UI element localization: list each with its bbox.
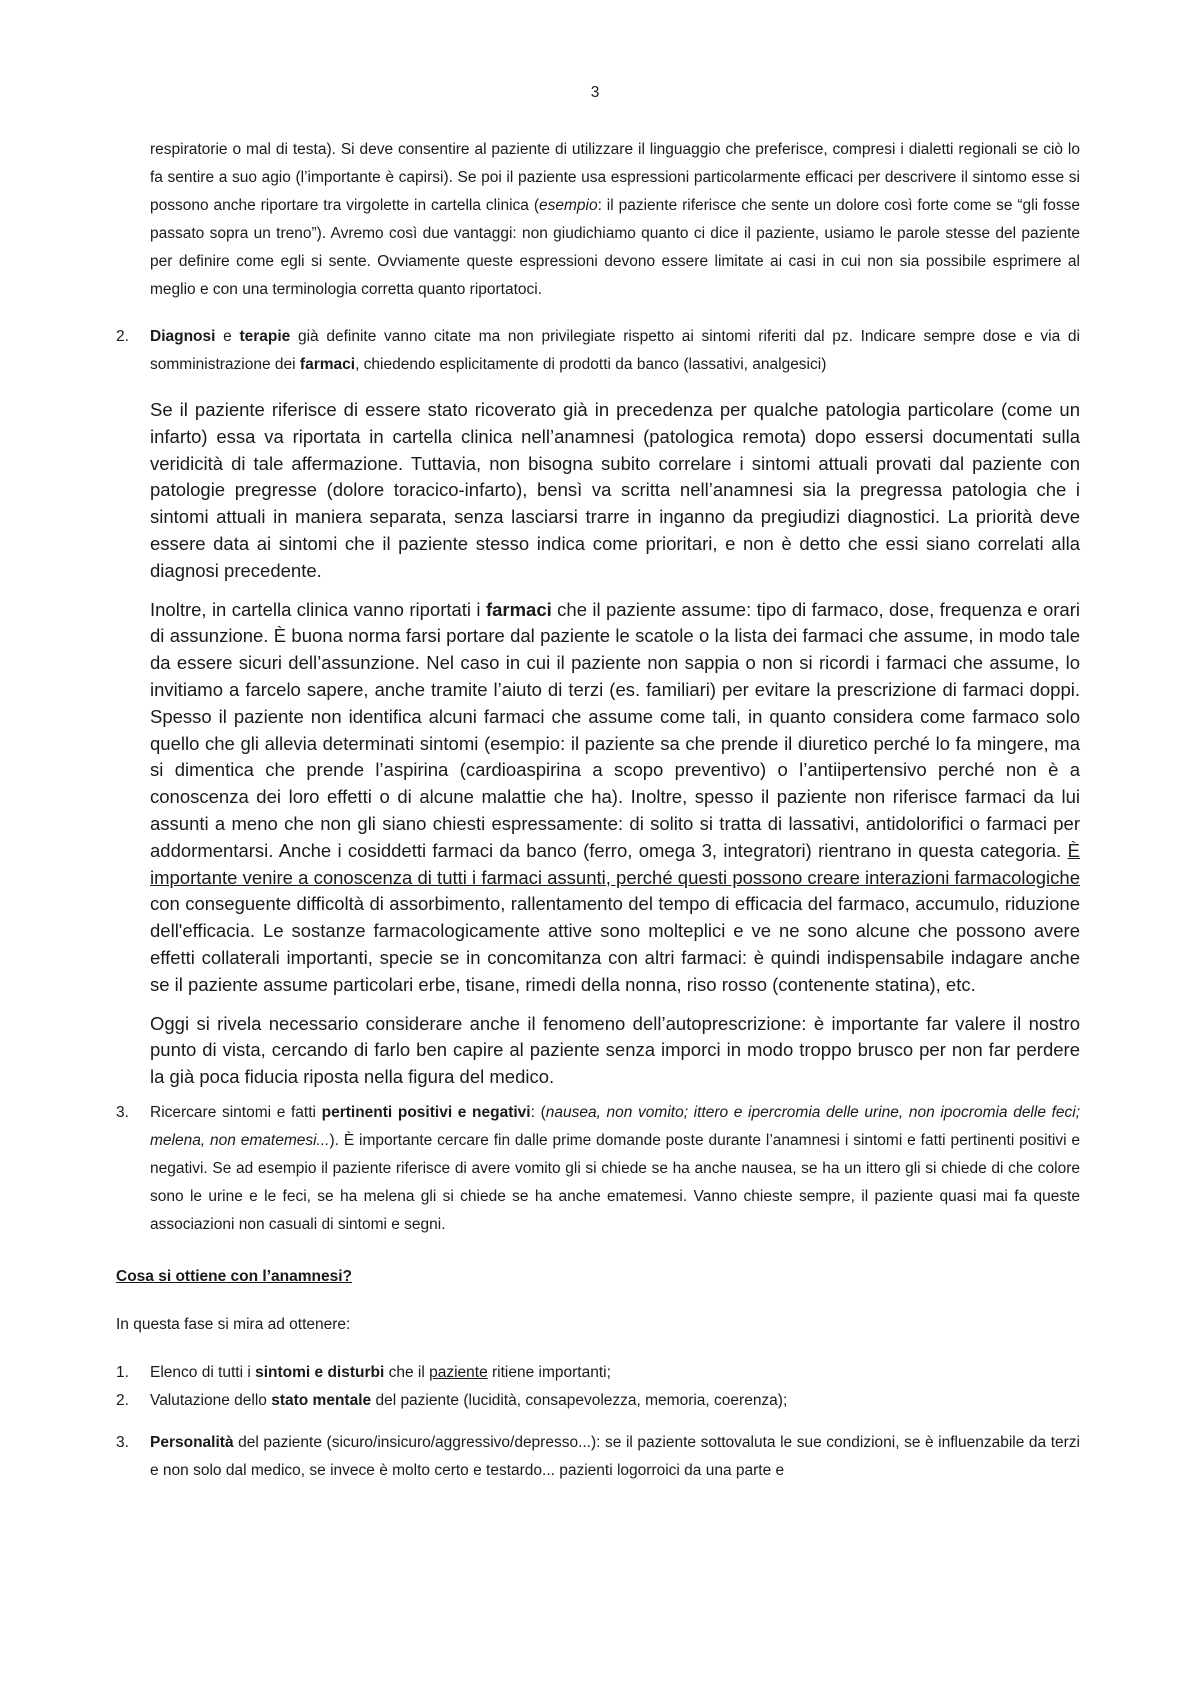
list-item-3 bbox=[116, 1099, 1080, 1239]
item-text bbox=[150, 1387, 1080, 1415]
paragraph-drugs bbox=[116, 597, 1080, 999]
text: : ( bbox=[530, 1103, 546, 1121]
example-label: esempio bbox=[539, 197, 598, 214]
text: Valutazione dello bbox=[150, 1391, 272, 1409]
item-text bbox=[150, 1099, 1080, 1239]
item-number: 2. bbox=[116, 1391, 129, 1409]
bold-term: stato mentale bbox=[271, 1391, 372, 1409]
text: ). È importante cercare fin dalle prime domande poste durante l’anamnesi i sintomi e fatti pertinenti positivi e negativi. Se ad esempio il paziente riferisce di avere vomito gli si chiede se ha anche nausea, se ha un ittero gli si chiede di che colore sono le urine e le feci, se ha melena gli si chiede se ha anche ematemesi. Vanno chieste sempre, il paziente quasi mai fa queste associazioni non casuali di sintomi e segni. bbox=[150, 1131, 1081, 1233]
text: Ricercare sintomi e fatti bbox=[150, 1103, 322, 1121]
document-body bbox=[116, 136, 1080, 1485]
text: che il bbox=[384, 1363, 430, 1381]
bold-term: Personalità bbox=[150, 1433, 234, 1451]
italic-text: nausea, non vomito; ittero e ipercromia delle urine, non ipocromia delle feci; melena, non ematemesi... bbox=[150, 1103, 1081, 1149]
bold-term: pertinenti positivi e negativi bbox=[321, 1103, 531, 1121]
text: che il paziente assume: tipo di farmaco, dose, frequenza e orari di assunzione. È buona norma farsi portare dal paziente le scatole o la lista dei farmaci che assume, in modo tale da essere sicuri dell’assunzione. Nel caso in cui il paziente non sappia o non si ricordi i farmaci che assume, lo invitiamo a farcelo sapere, anche tramite l’aiuto di terzi (es. familiari) per evitare la prescrizione di farmaci doppi. Spesso il paziente non identifica alcuni farmaci che assume come tali, in quanto considera come farmaco solo quello che gli allevia determinati sintomi (esempio: il paziente sa che prende il diuretico perché lo fa mingere, ma si dimentica che prende l’aspirina (cardioaspirina a scopo preventivo) o l’antiipertensivo perché non è a conoscenza dei loro effetti o di alcune malattie che ha). Inoltre, spesso il paziente non riferisce farmaci da lui assunti a meno che non gli siano chiesti espressamente: di solito si tratta di lassativi, antidolorifici o farmaci per addormentarsi. Anche i cosiddetti farmaci da banco (ferro, omega 3, integratori) rientrano in questa categoria. bbox=[150, 598, 1080, 861]
list-item-3-personality bbox=[116, 1429, 1080, 1485]
bold-term: farmaci bbox=[299, 356, 356, 373]
list-item-1 bbox=[116, 1359, 1080, 1387]
item-text bbox=[150, 1359, 1080, 1387]
text: del paziente (sicuro/insicuro/aggressivo/depresso...): se il paziente sottovaluta le sue condizioni, se è influenzabile da terzi e non solo dal medico, se invece è molto certo e testardo... pazienti logorroici da una parte e bbox=[150, 1433, 1080, 1479]
bold-term: Diagnosi bbox=[150, 328, 216, 345]
text: del paziente (lucidità, consapevolezza, memoria, coerenza); bbox=[371, 1391, 788, 1409]
item-text bbox=[150, 1429, 1080, 1485]
item-text bbox=[150, 323, 1080, 379]
bold-term: sintomi e disturbi bbox=[255, 1363, 385, 1381]
underlined-text: paziente bbox=[429, 1363, 488, 1381]
item-number: 2. bbox=[116, 328, 129, 345]
section-heading bbox=[116, 1263, 1080, 1291]
text: già definite vanno citate ma non privilegiate rispetto ai sintomi riferiti dal pz. Indicare sempre dose e via di somministrazione dei bbox=[150, 328, 1080, 373]
text: ritiene importanti; bbox=[487, 1363, 611, 1381]
bold-term: farmaci bbox=[485, 598, 552, 620]
list-item-2 bbox=[116, 323, 1080, 379]
text: respiratorie o mal di testa). Si deve consentire al paziente di utilizzare il linguaggio che preferisce, compresi i dialetti regionali se ciò lo fa sentire a suo agio (l’importante è capirsi). Se poi il paziente usa espressioni particolarmente efficaci per descrivere il sintomo esse si possono anche riportare tra virgolette in cartella clinica ( bbox=[150, 141, 1080, 214]
bold-term: terapie bbox=[239, 328, 291, 345]
paragraph-previous-hospitalization: Se il paziente riferisce di essere stato ricoverato già in precedenza per qualche patologia particolare (come un infarto) essa va riportata in cartella clinica nell’anamnesi (patologica remota) dopo essersi documentati sulla veridicità di tale affermazione. Tuttavia, non bisogna subito correlare i sintomi attuali provati dal paziente con patologie pregresse (dolore toracico-infarto), bensì va scritta nell’anamnesi sia la pregressa patologia che i sintomi attuali in maniera separata, senza lasciarsi trarre in inganno da pregiudizi diagnostici. La priorità deve essere data ai sintomi che il paziente stesso indica come prioritari, e non è detto che essi siano correlati alla diagnosi precedente. bbox=[150, 399, 1080, 581]
item-number: 1. bbox=[116, 1363, 129, 1381]
text: con conseguente difficoltà di assorbimento, rallentamento del tempo di efficacia del farmaco, accumulo, riduzione dell'efficacia. Le sostanze farmacologicamente attive sono molteplici e ve ne sono alcune che possono avere effetti collaterali importanti, specie se in concomitanza con altri farmaci: è quindi indispensabile indagare anche se il paziente assume particolari erbe, tisane, rimedi della nonna, riso rosso (contenente statina), etc. bbox=[150, 893, 1080, 995]
page-number: 3 bbox=[590, 84, 600, 101]
text: Inoltre, in cartella clinica vanno riportati i bbox=[150, 598, 486, 620]
text: e bbox=[215, 328, 240, 345]
text: : il paziente riferisce che sente un dolore così forte come se “gli fosse passato sopra un treno”). Avremo così due vantaggi: non giudichiamo quanto ci dice il paziente, usiamo le parole stesse del paziente per definire come egli si sente. Ovviamente queste espressioni devono essere limitate ai casi in cui non sia possibile esprimere al meglio e con una terminologia corretta quanto riportatoci. bbox=[150, 197, 1081, 298]
text: , chiedendo esplicitamente di prodotti da banco (lassativi, analgesici) bbox=[355, 356, 827, 373]
paragraph-self-prescription: Oggi si rivela necessario considerare anche il fenomeno dell’autoprescrizione: è importante far valere il nostro punto di vista, cercando di farlo ben capire al paziente senza imporci in modo troppo brusco per non far perdere la già poca fiducia riposta nella figura del medico. bbox=[150, 1012, 1080, 1088]
intro-text: In questa fase si mira ad ottenere: bbox=[116, 1315, 351, 1333]
underlined-text: È importante venire a conoscenza di tutti i farmaci assunti, perché questi possono creare interazioni farmacologiche bbox=[150, 839, 1080, 888]
text: Elenco di tutti i bbox=[150, 1363, 256, 1381]
item-number: 3. bbox=[116, 1433, 129, 1451]
heading-text: Cosa si ottiene con l’anamnesi? bbox=[116, 1267, 353, 1285]
item-number: 3. bbox=[116, 1103, 129, 1121]
paragraph-language bbox=[116, 136, 1080, 304]
list-item-2-mental bbox=[116, 1387, 1080, 1415]
